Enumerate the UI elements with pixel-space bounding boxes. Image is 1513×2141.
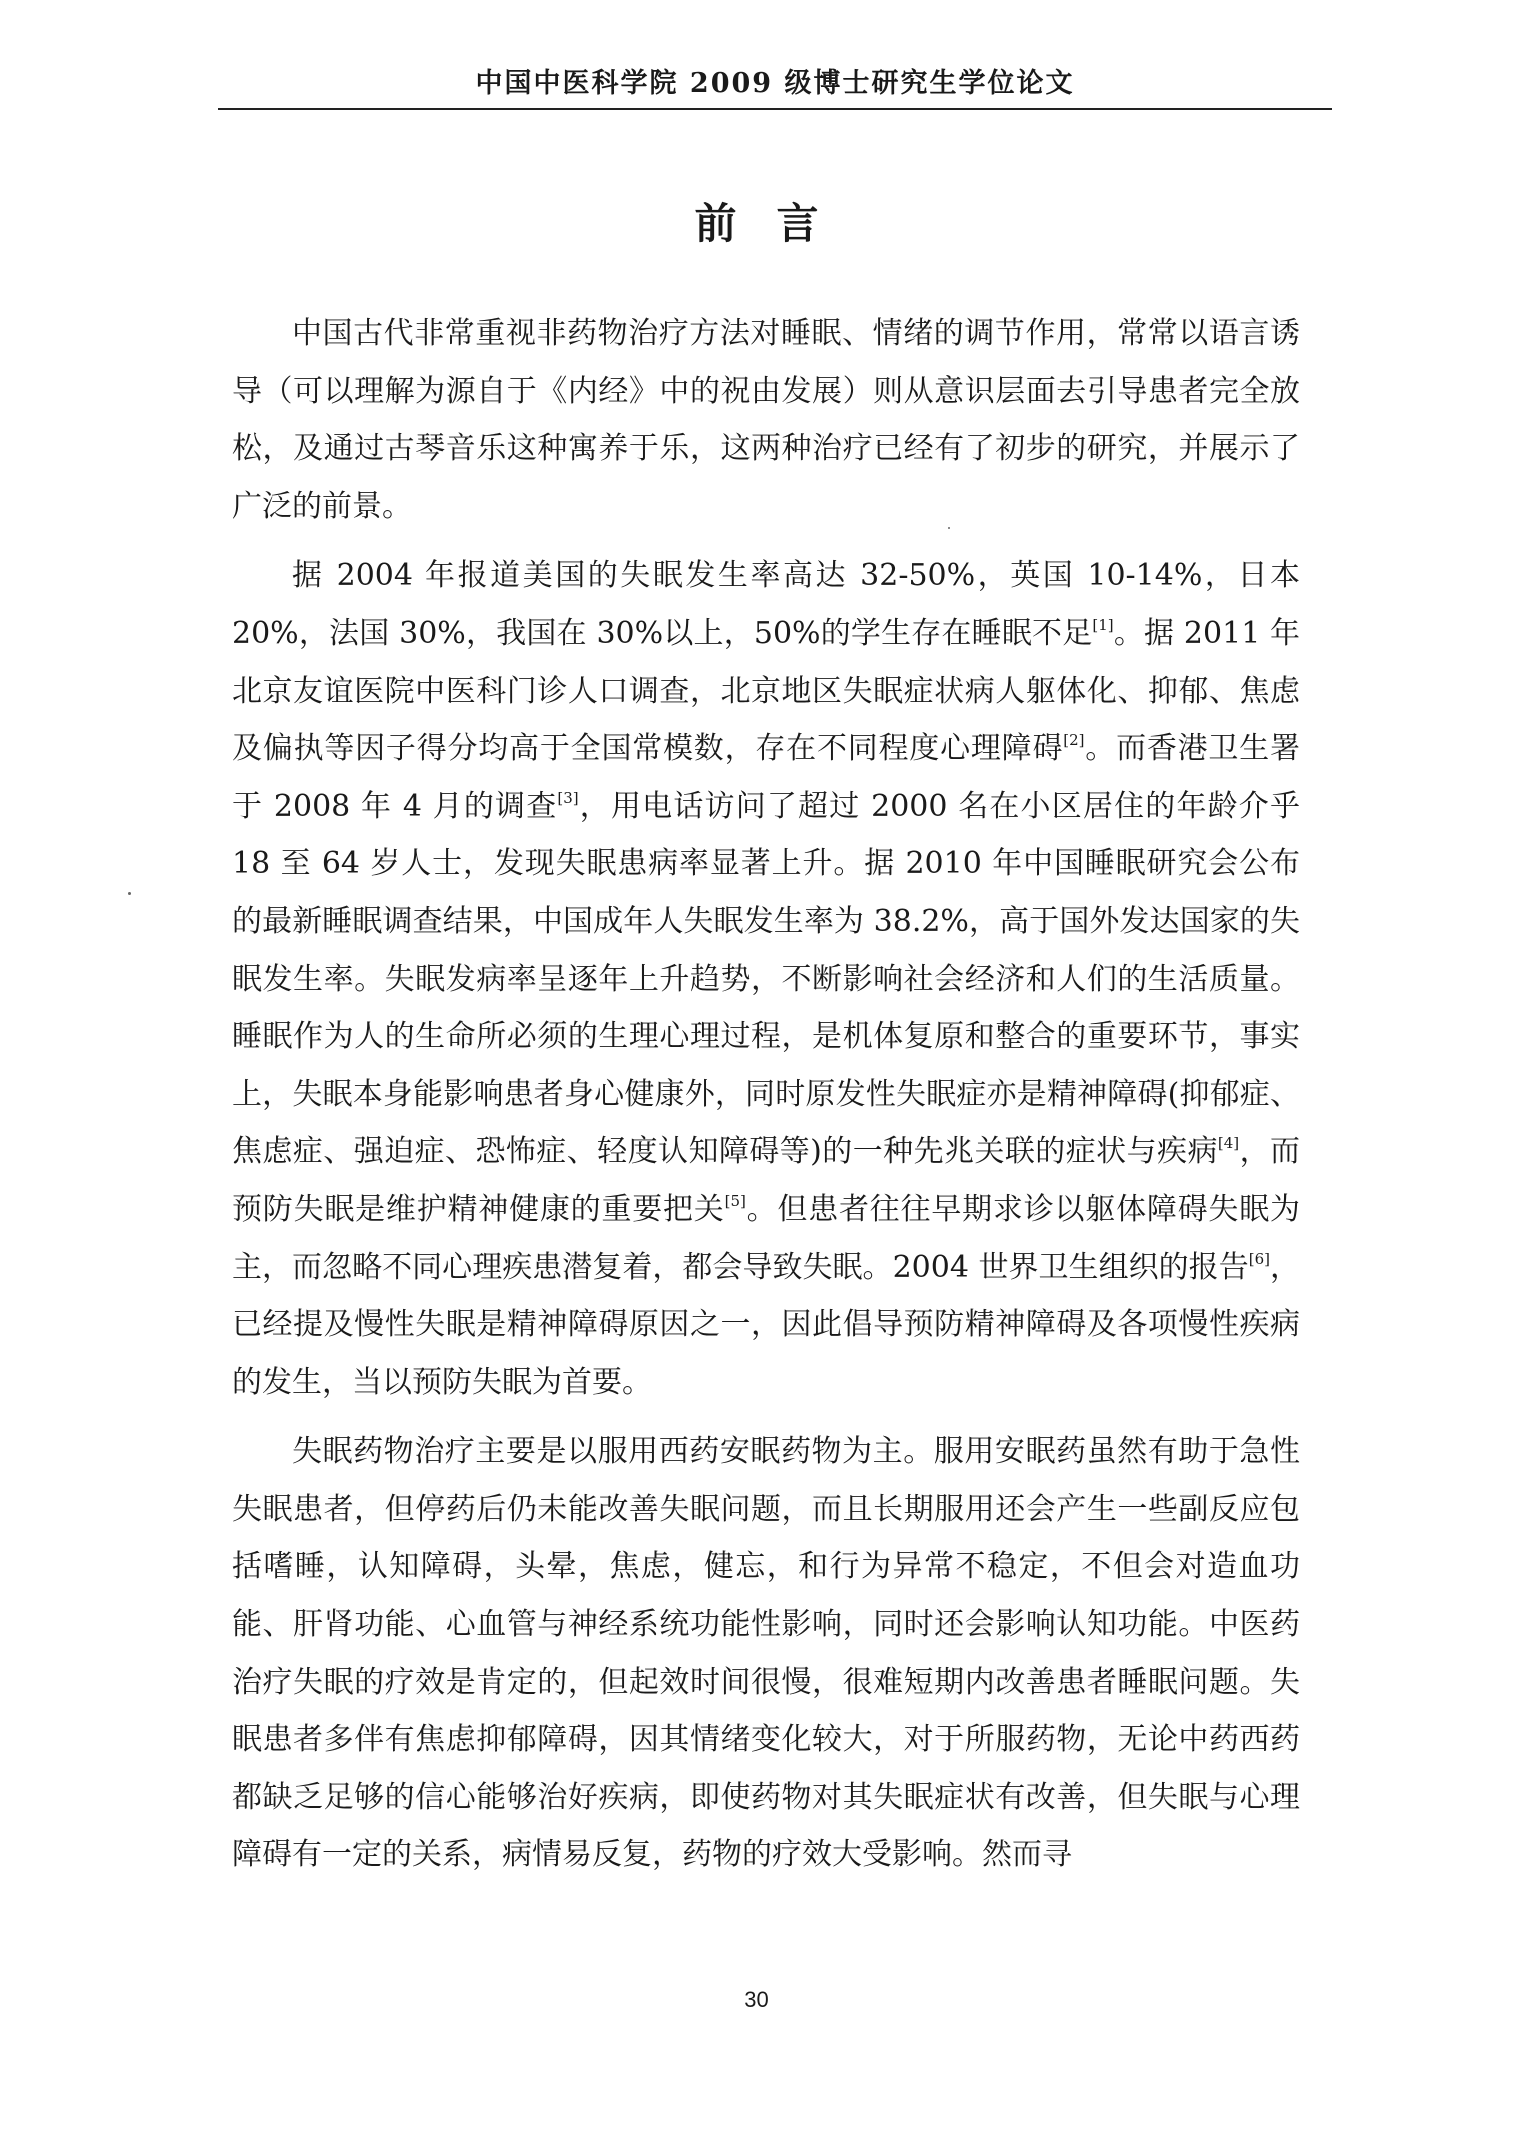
scan-speck bbox=[128, 892, 131, 895]
citation-ref: [1] bbox=[1092, 615, 1114, 634]
scan-speck bbox=[948, 527, 950, 529]
citation-ref: [4] bbox=[1217, 1134, 1240, 1153]
citation-ref: [2] bbox=[1063, 731, 1085, 750]
body-paragraph bbox=[232, 547, 1300, 1411]
citation-ref: [5] bbox=[724, 1191, 746, 1210]
body-paragraph bbox=[232, 1423, 1300, 1884]
section-title: 前言 bbox=[694, 199, 859, 248]
paragraph-text: ，而预防失眠是维护精神健康的重要把关 bbox=[232, 1134, 1301, 1227]
body-paragraph bbox=[232, 305, 1300, 535]
running-header: 中国中医科学院 2009 级博士研究生学位论文 bbox=[475, 68, 1075, 99]
paragraph-text: 中国古代非常重视非药物治疗方法对睡眠、情绪的调节作用，常常以语言诱导（可以理解为源自于《内经》中的祝由发展）则从意识层面去引导患者完全放松，及通过古琴音乐这种寓养于乐，这两种治疗已经有了初步的研究，并展示了广泛的前景。 bbox=[232, 316, 1300, 524]
citation-ref: [6] bbox=[1248, 1249, 1270, 1268]
paragraph-text: ，用电话访问了超过 2000 名在小区居住的年龄介乎 18 至 64 岁人士，发现失眠患病率显著上升。据 2010 年中国睡眠研究会公布的最新睡眠调查结果，中国成年人失眠发生率为 38.2%，高于国外发达国家的失眠发生率。失眠发病率呈逐年上升趋势，不断影响社会经济和人们的生活质量。睡眠作为人的生命所必须的生理心理过程，是机体复原和整合的重要环节，事实上，失眠本身能影响患者身心健康外，同时原发性失眠症亦是精神障碍(抑郁症、焦虑症、强迫症、恐怖症、轻度认知障碍等)的一种先兆关联的症状与疾病 bbox=[232, 788, 1300, 1170]
paragraph-text: 。但患者往往早期求诊以躯体障碍失眠为主，而忽略不同心理疾患潜复着，都会导致失眠。2004 世界卫生组织的报告 bbox=[232, 1191, 1301, 1285]
paragraph-text: ，已经提及慢性失眠是精神障碍原因之一，因此倡导预防精神障碍及各项慢性疾病的发生，当以预防失眠为首要。 bbox=[232, 1249, 1300, 1400]
paragraph-text: 失眠药物治疗主要是以服用西药安眠药物为主。服用安眠药虽然有助于急性失眠患者，但停药后仍未能改善失眠问题，而且长期服用还会产生一些副反应包括嗜睡，认知障碍，头晕，焦虑，健忘，和行为异常不稳定，不但会对造血功能、肝肾功能、心血管与神经系统功能性影响，同时还会影响认知功能。中医药治疗失眠的疗效是肯定的，但起效时间很慢，很难短期内改善患者睡眠问题。失眠患者多伴有焦虑抑郁障碍，因其情绪变化较大，对于所服药物，无论中药西药都缺乏足够的信心能够治好疾病，即使药物对其失眠症状有改善，但失眠与心理障碍有一定的关系，病情易反复，药物的疗效大受影响。然而寻 bbox=[232, 1434, 1300, 1873]
citation-ref: [3] bbox=[557, 788, 579, 807]
body-text bbox=[232, 305, 1300, 1884]
paragraph-text: 。据 2011 年北京友谊医院中医科门诊人口调查，北京地区失眠症状病人躯体化、抑郁、焦虑及偏执等因子得分均高于全国常模数，存在不同程度心理障碍 bbox=[232, 615, 1300, 767]
paragraph-text: 据 2004 年报道美国的失眠发生率高达 32-50%，英国 10-14%，日本 20%，法国 30%，我国在 30%以上，50%的学生存在睡眠不足 bbox=[232, 558, 1300, 651]
page-number: 30 bbox=[744, 1987, 769, 2012]
paragraph-text: 。而香港卫生署于 2008 年 4 月的调查 bbox=[232, 731, 1301, 824]
header-rule bbox=[218, 108, 1332, 110]
